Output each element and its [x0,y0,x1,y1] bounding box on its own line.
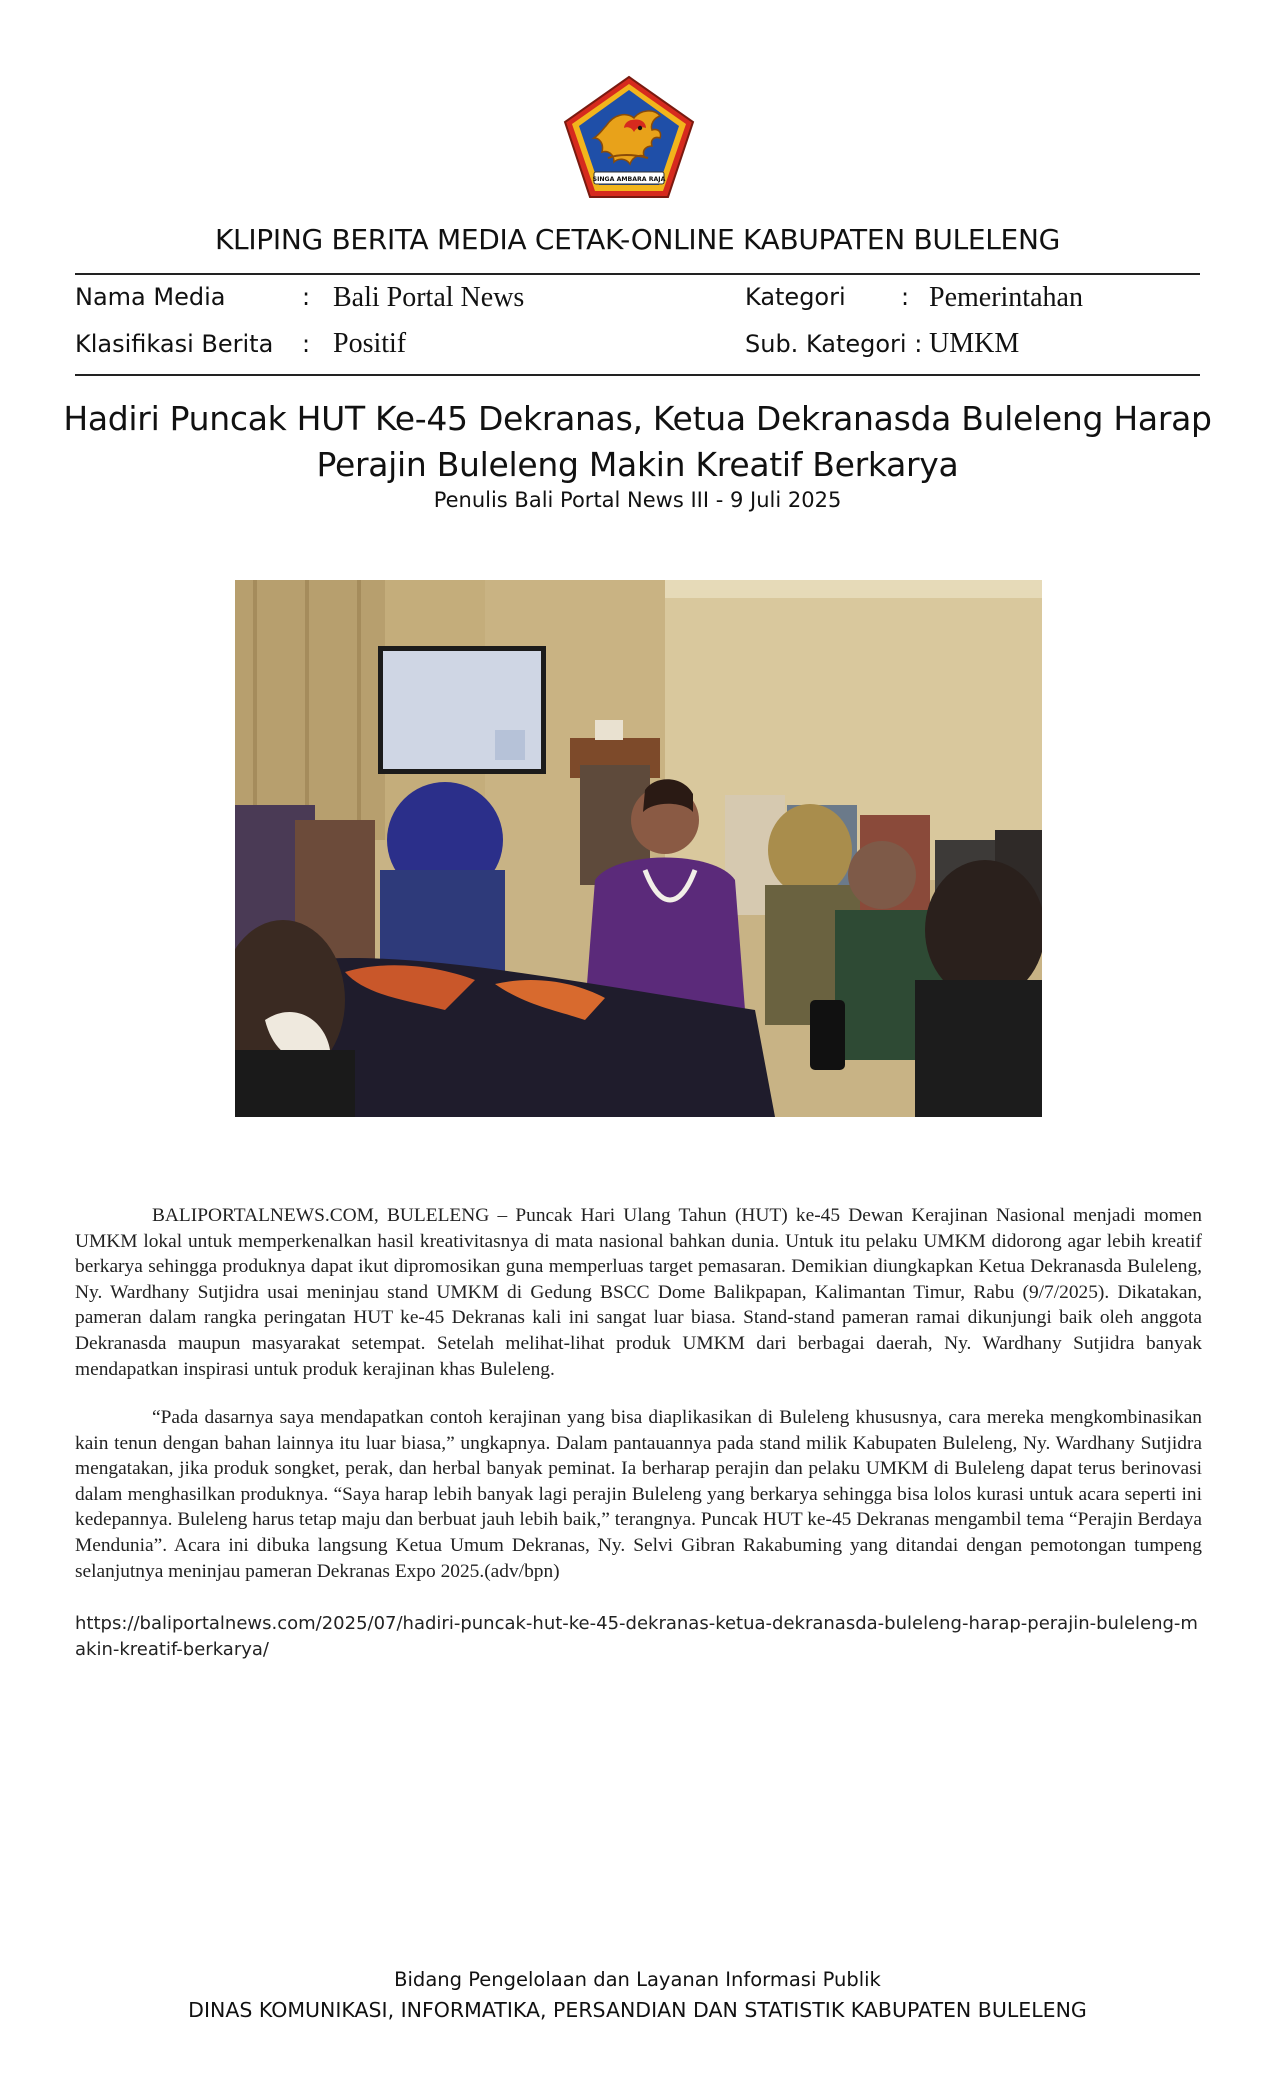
klasifikasi-colon: : [302,330,311,358]
meta-bottom-rule [75,374,1200,376]
nama-media-label: Nama Media [75,283,226,311]
emblem-motto-text: SINGA AMBARA RAJA [592,176,666,183]
article-paragraph-1: BALIPORTALNEWS.COM, BULELENG – Puncak Hari Ulang Tahun (HUT) ke-45 Dewan Kerajinan Nasional menjadi momen UMKM lokal untuk memperkenalkan hasil kreativitasnya di mata nasional bahkan dunia. Untuk itu pelaku UMKM didorong agar lebih kreatif berkarya sehingga produknya dapat ikut dipromosikan guna memperluas target pemasaran. Demikian diungkapkan Ketua Dekranasda Buleleng, Ny. Wardhany Sutjidra usai meninjau stand UMKM di Gedung BSCC Dome Balikpapan, Kalimantan Timur, Rabu (9/7/2025). Dikatakan, pameran dalam rangka peringatan HUT ke-45 Dekranas kali ini sangat luar biasa. Stand-stand pameran ramai dikunjungi baik oleh anggota Dekranasda maupun masyarakat setempat. Setelah melihat-lihat produk UMKM dari berbagai daerah, Ny. Wardhany Sutjidra banyak mendapatkan inspirasi untuk produk kerajinan khas Buleleng. [75,1205,1202,1380]
article-paragraph-2: “Pada dasarnya saya mendapatkan contoh kerajinan yang bisa diaplikasikan di Buleleng khususnya, cara mereka mengkombinasikan kain tenun dengan bahan lainnya itu luar biasa,” ungkapnya. Dalam pantauannya pada stand milik Kabupaten Buleleng, Ny. Wardhany Sutjidra mengatakan, jika produk songket, perak, dan herbal banyak peminat. Ia berharap perajin dan pelaku UMKM di Buleleng dapat terus berinovasi dalam menghasilkan produknya. “Saya harap lebih banyak lagi perajin Buleleng yang berkarya sehingga bisa lolos kurasi untuk acara seperti ini kedepannya. Buleleng harus tetap maju dan berbuat jauh lebih baik,” terangnya. Puncak HUT ke-45 Dekranas mengambil tema “Perajin Berdaya Mendunia”. Acara ini dibuka langsung Ketua Umum Dekranas, Ny. Selvi Gibran Rakabuming yang ditandai dengan pemotongan tumpeng selanjutnya meninjau pameran Dekranas Expo 2025.(adv/bpn) [75,1407,1202,1582]
header-top-rule [75,273,1200,275]
kategori-label: Kategori [745,283,846,311]
kategori-colon: : [901,283,910,311]
nama-media-value: Bali Portal News [333,282,525,313]
sub-kategori-label: Sub. Kategori : [745,330,923,358]
article-byline: Penulis Bali Portal News III - 9 Juli 2025 [433,488,842,512]
sub-kategori-value: UMKM [929,328,1020,359]
headline-line-1: Hadiri Puncak HUT Ke-45 Dekranas, Ketua Dekranasda Buleleng Harap [63,399,1212,438]
klasifikasi-label: Klasifikasi Berita [75,330,274,358]
headline-line-2: Perajin Buleleng Makin Kreatif Berkarya [316,445,959,484]
buleleng-emblem-logo [562,74,696,200]
document-header-title: KLIPING BERITA MEDIA CETAK-ONLINE KABUPATEN BULELENG [214,223,1060,256]
nama-media-colon: : [302,283,311,311]
article-photo [235,580,1042,1117]
article-headline [60,396,1215,488]
footer-agency: DINAS KOMUNIKASI, INFORMATIKA, PERSANDIAN DAN STATISTIK KABUPATEN BULELENG [188,1998,1087,2022]
footer-department: Bidang Pengelolaan dan Layanan Informasi Publik [394,1968,881,1991]
klasifikasi-value: Positif [333,328,407,359]
article-source-link[interactable]: https://baliportalnews.com/2025/07/hadiri-puncak-hut-ke-45-dekranas-ketua-dekranasda-buleleng-harap-perajin-buleleng-makin-kreatif-berkarya/ [75,1613,1198,1660]
kategori-value: Pemerintahan [929,282,1083,313]
